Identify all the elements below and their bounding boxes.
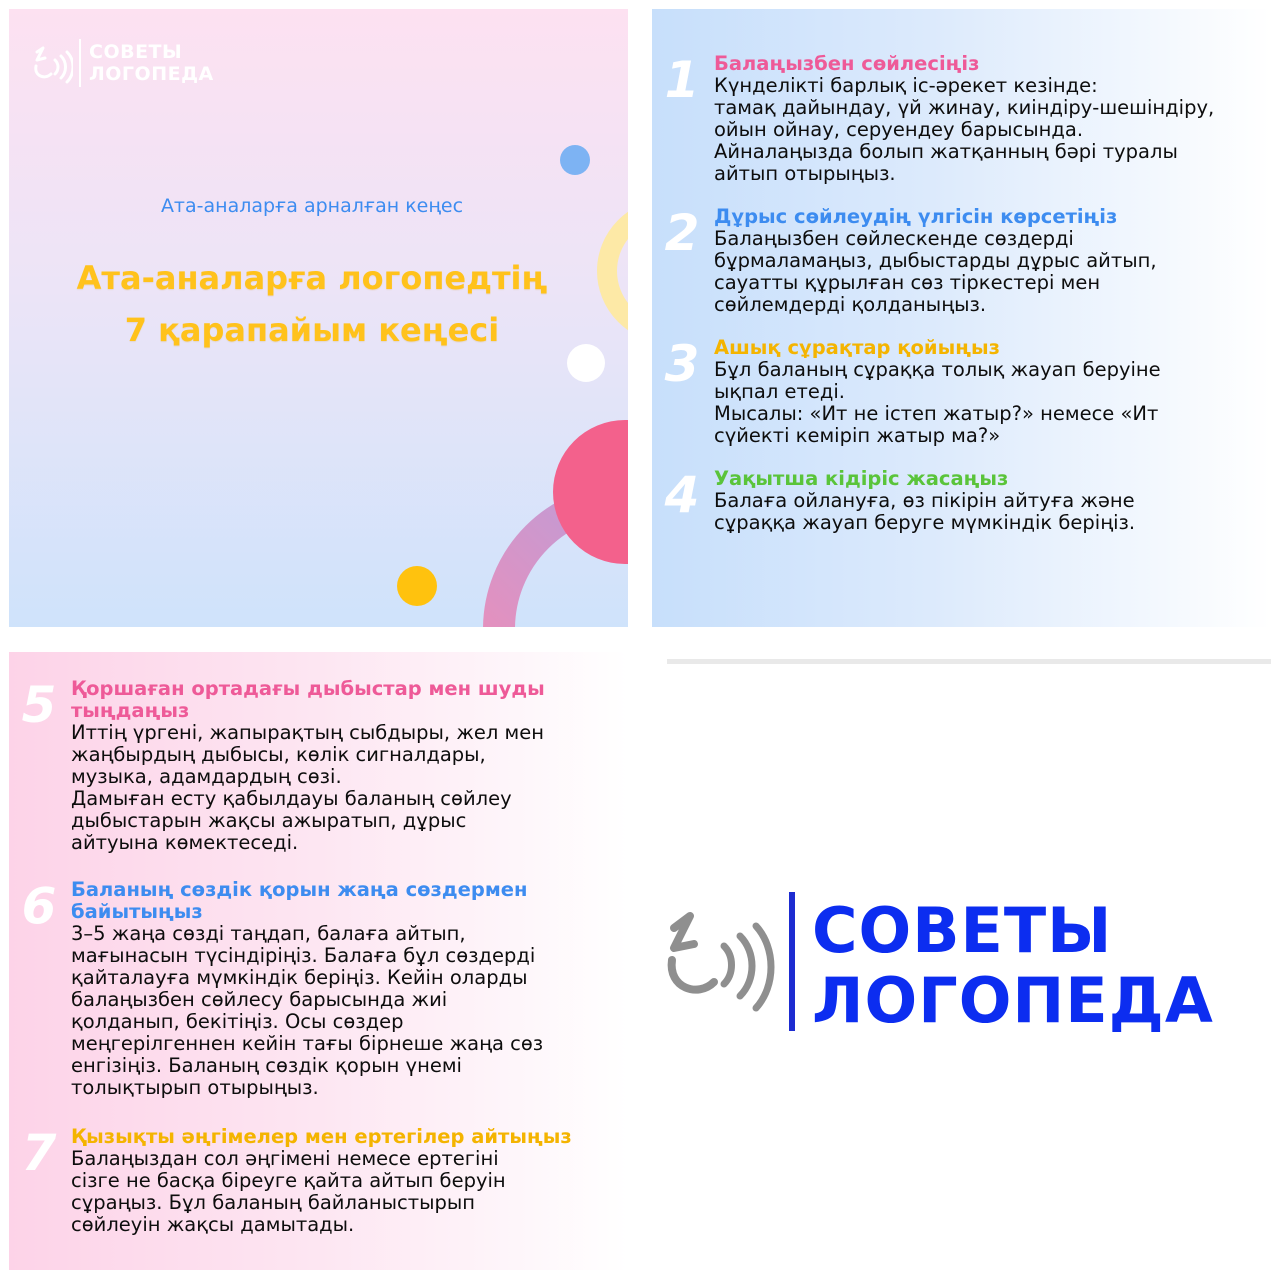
tip-line: тамақ дайындау, үй жинау, киіндіру-шешіндіру, (714, 96, 1215, 119)
tip-line: Мысалы: «Ит не істеп жатыр?» немесе «Ит (714, 402, 1159, 425)
tip-line: 3–5 жаңа сөзді таңдап, балаға айтып, (71, 922, 466, 945)
tip-line: қолданып, бекітіңіз. Осы сөздер (71, 1010, 404, 1033)
blue-dot (560, 145, 590, 175)
tip-heading: Ашық сұрақтар қойыңыз (714, 336, 1000, 359)
tip-line: сұраққа жауап беруге мүмкіндік беріңіз. (714, 511, 1136, 534)
brand-line-2: ЛОГОПЕДА (89, 63, 214, 85)
tip-number: 7 (21, 1124, 57, 1182)
brand-logo-small (33, 39, 214, 87)
tip-line: Иттің үргені, жапырақтың сыбдыры, жел мен (71, 721, 545, 744)
tip-number: 6 (21, 877, 57, 935)
tip-line: Балаңызбен сөйлескенде сөздерді (714, 227, 1074, 250)
tip-number: 1 (664, 51, 700, 109)
tip-number: 2 (664, 204, 700, 262)
tip-heading (71, 879, 543, 923)
tip-line: Дамыған есту қабылдауы баланың сөйлеу (71, 787, 512, 810)
tip-line: бұрмаламаңыз, дыбыстарды дұрыс айтып, (714, 249, 1157, 272)
tip-line: сөйлеуін жақсы дамытады. (71, 1213, 355, 1236)
logo-divider (789, 892, 795, 1031)
tip-line: сүйекті кеміріп жатыр ма?» (714, 424, 1001, 447)
tip-heading: Балаңызбен сөйлесіңіз (714, 52, 980, 75)
tip-line: сізге не басқа біреуге қайта айтып беруін (71, 1169, 506, 1192)
tip-body (714, 228, 1157, 316)
tip-body (71, 923, 543, 1099)
tip-7 (21, 1124, 572, 1236)
tip-5 (21, 676, 545, 854)
tip-number: 4 (664, 466, 700, 524)
tip-line: енгізіңіз. Баланың сөздік қорын үнемі (71, 1054, 462, 1077)
top-divider (667, 659, 1271, 664)
tip-line: меңгерілгеннен кейін тағы бірнеше жаңа сөз (71, 1032, 544, 1055)
tip-body (714, 75, 1214, 185)
tip-body (714, 490, 1135, 534)
tips-panel-2 (9, 652, 628, 1270)
tip-3 (664, 335, 1161, 447)
pink-circle (553, 420, 628, 564)
tip-line: Айналаңызда болып жатқанның бәрі туралы (714, 140, 1178, 163)
cover-panel (9, 9, 628, 627)
brand-line-1: СОВЕТЫ (812, 894, 1113, 967)
tip-body (714, 359, 1161, 447)
tip-heading (71, 678, 545, 722)
tip-line: сөйлемдерді қолданыңыз. (714, 293, 987, 316)
tip-line: айтуына көмектеседі. (71, 831, 299, 854)
tip-line: толықтырып отырыңыз. (71, 1076, 319, 1099)
tip-line: жаңбырдың дыбысы, көлік сигналдары, (71, 743, 486, 766)
brand-line-2: ЛОГОПЕДА (812, 964, 1214, 1037)
brand-line-1: СОВЕТЫ (89, 41, 183, 63)
tip-heading: Қызықты әңгімелер мен ертегілер айтыңыз (71, 1125, 572, 1148)
tip-2 (664, 204, 1157, 316)
tip-body (71, 722, 545, 854)
tip-line: Балаға ойлануға, өз пікірін айтуға және (714, 489, 1135, 512)
tip-line: Бұл баланың сұраққа толық жауап беруіне (714, 358, 1161, 381)
tip-1 (664, 51, 1215, 185)
tip-line: балаңызбен сөйлесу барысында жиі (71, 988, 448, 1011)
tip-number: 3 (664, 335, 700, 393)
tip-heading: Уақытша кідіріс жасаңыз (714, 467, 1009, 490)
logo-divider (79, 39, 81, 87)
tip-line: сауатты құрылған сөз тіркестері мен (714, 271, 1101, 294)
tip-heading-line: Қоршаған ортадағы дыбыстар мен шуды (71, 677, 545, 700)
tip-heading: Дұрыс сөйлеудің үлгісін көрсетіңіз (714, 205, 1118, 228)
tip-line: ықпал етеді. (714, 380, 845, 403)
brand-name-large (812, 896, 1214, 1036)
tips-panel-1 (652, 9, 1271, 627)
logo-panel (652, 652, 1271, 1270)
tip-line: ойын ойнау, серуендеу барысында. (714, 118, 1084, 141)
tip-line: айтып отырыңыз. (714, 162, 896, 185)
cover-subtitle: Ата-аналарға арналған кеңес (160, 195, 464, 217)
tip-line: Күнделікті барлық іс-әрекет кезінде: (714, 74, 1098, 97)
tip-6 (21, 877, 544, 1099)
tip-line: Балаңыздан сол әңгімені немесе ертегіні (71, 1147, 499, 1170)
cover-title-line-2: 7 қарапайым кеңесі (124, 311, 500, 349)
brand-name (89, 41, 214, 85)
tip-line: дыбыстарын жақсы ажыратып, дұрыс (71, 809, 467, 832)
tip-line: қайталауға мүмкіндік беріңіз. Кейін оларды (71, 966, 528, 989)
tip-body (71, 1148, 572, 1236)
yellow-dot (397, 566, 437, 606)
tip-line: музыка, адамдардың сөзі. (71, 765, 342, 788)
speech-sound-icon (664, 896, 776, 1014)
tip-line: сұраңыз. Бұл баланың байланыстырып (71, 1191, 476, 1214)
speech-sound-icon (33, 40, 73, 86)
cover-title-line-1: Ата-аналарға логопедтің (76, 259, 548, 297)
tip-4 (664, 466, 1136, 534)
tip-line: мағынасын түсіндіріңіз. Балаға бұл сөздерді (71, 944, 536, 967)
tip-number: 5 (21, 676, 57, 734)
cover-title (9, 252, 615, 356)
tip-heading-line: Баланың сөздік қорын жаңа сөздермен (71, 878, 528, 901)
tip-heading-line: тыңдаңыз (71, 699, 190, 722)
tip-heading-line: байытыңыз (71, 900, 203, 923)
